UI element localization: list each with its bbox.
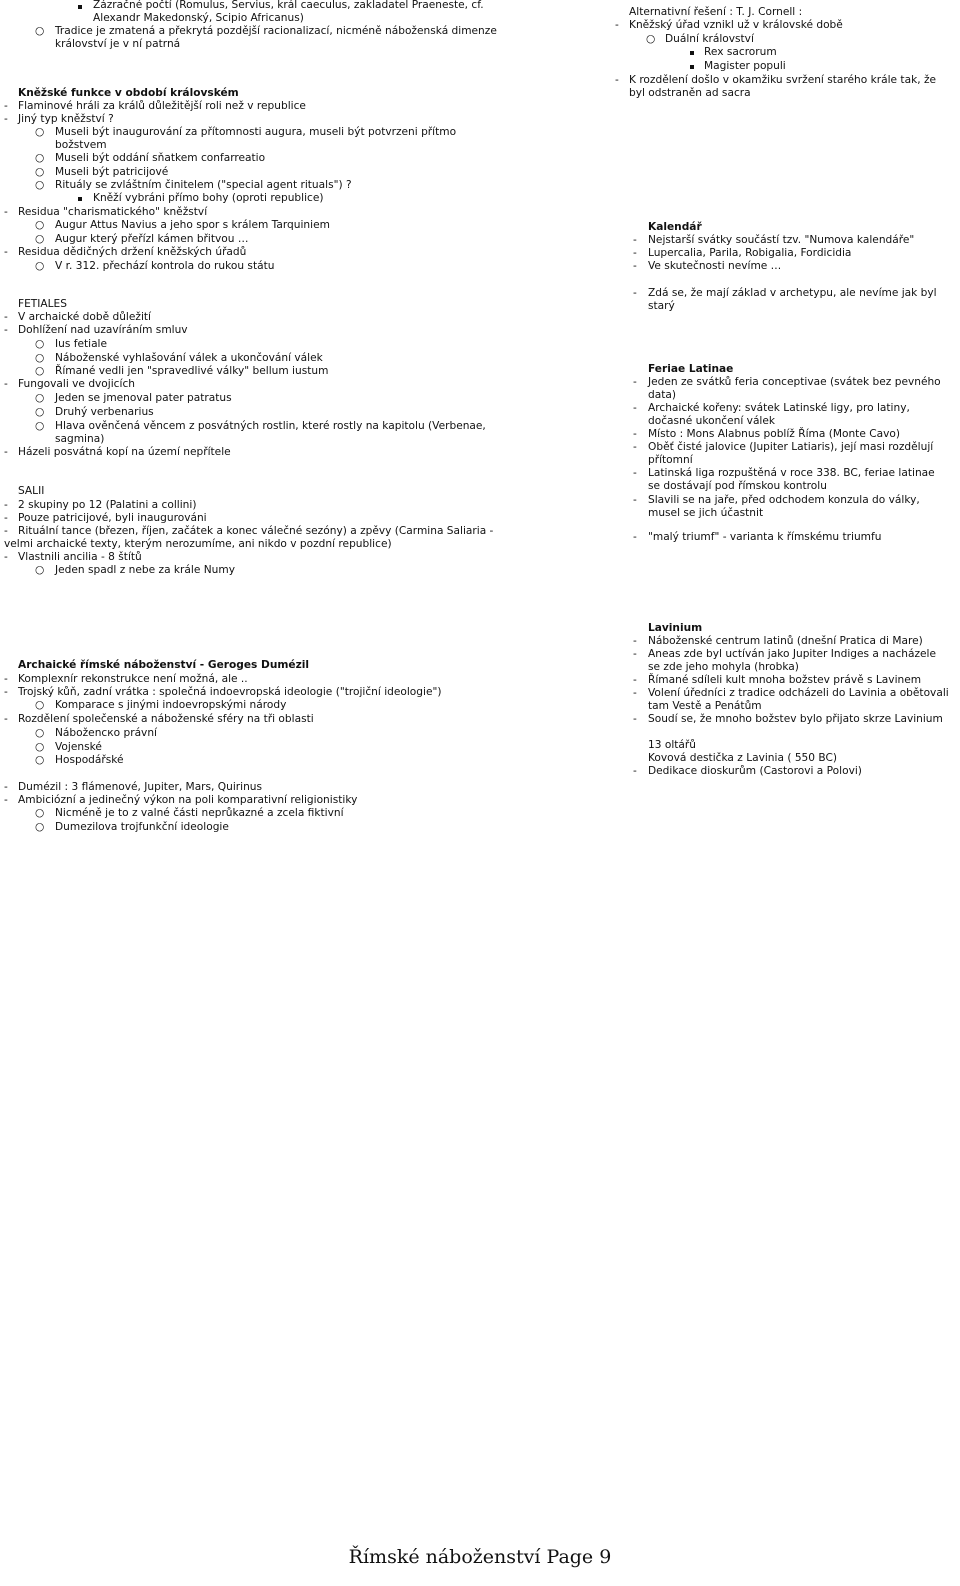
circle-bullet-icon: ○: [35, 126, 45, 138]
dash-bullet: -: [633, 402, 637, 414]
list-item: Fungovali ve dvojicích: [18, 378, 135, 390]
dash-bullet: -: [633, 428, 637, 440]
list-item: byl odstraněn ad sacra: [629, 87, 751, 99]
list-item: Dohlížení nad uzavíráním smluv: [18, 324, 188, 336]
circle-bullet-icon: ○: [35, 219, 45, 231]
list-item: Druhý verbenarius: [55, 406, 154, 418]
list-item: tam Vestě a Penátům: [648, 700, 762, 712]
list-item: Oběť čisté jalovice (Jupiter Latiaris), její masi rozdělují: [648, 441, 934, 453]
dash-bullet: -: [4, 525, 8, 537]
list-item: Augur který přeřízl kámen břitvou …: [55, 233, 249, 245]
text-line: Alexandr Makedonský, Scipio Africanus): [93, 12, 304, 24]
list-item: Residua "charismatického" kněžství: [18, 206, 208, 218]
list-item: starý: [648, 300, 675, 312]
list-item: Augur Attus Navius a jeho spor s králem Tarquiniem: [55, 219, 330, 231]
dash-bullet: -: [4, 673, 8, 685]
dash-bullet: -: [4, 781, 8, 793]
section-heading: FETIALES: [18, 298, 67, 310]
list-item: Museli být patricijové: [55, 166, 169, 178]
list-item: Rituální tance (březen, říjen, začátek a konec válečné sezóny) a zpěvy (Carmina Saliaria -: [18, 525, 494, 537]
dash-bullet: -: [4, 499, 8, 511]
list-item: Residua dědičných držení kněžských úřadů: [18, 246, 247, 258]
list-item: Flaminové hráli za králů důležitější roli než v republice: [18, 100, 306, 112]
list-item: musel se jich účastnit: [648, 507, 764, 519]
circle-bullet-icon: ○: [35, 260, 45, 272]
list-item: přítomní: [648, 454, 693, 466]
text-line: království je v ní patrná: [55, 38, 181, 50]
list-item: "malý triumf" - varianta k římskému triumfu: [648, 531, 882, 543]
list-item: Házeli posvátná kopí na území nepřítele: [18, 446, 231, 458]
dash-bullet: -: [633, 674, 637, 686]
section-heading: Feriae Latinae: [648, 363, 734, 375]
list-item: Jeden spadl z nebe za krále Numy: [55, 564, 235, 576]
circle-bullet-icon: ○: [35, 392, 45, 404]
list-item: data): [648, 389, 676, 401]
dash-bullet: -: [4, 311, 8, 323]
circle-bullet-icon: ○: [35, 179, 45, 191]
dash-bullet: -: [4, 324, 8, 336]
list-item: Náboženské vyhlašování válek a ukončování válek: [55, 352, 323, 364]
left-column: [0, 0, 520, 600]
list-item: Kněží vybráni přímo bohy (oproti republice): [93, 192, 324, 204]
dash-bullet: -: [4, 378, 8, 390]
list-item: Museli být oddání sňatkem confarreatio: [55, 152, 266, 164]
circle-bullet-icon: ○: [35, 166, 45, 178]
section-heading: Lavinium: [648, 622, 703, 634]
dash-bullet: -: [633, 441, 637, 453]
dash-bullet: -: [615, 74, 619, 86]
circle-bullet-icon: ○: [35, 25, 45, 37]
dash-bullet: -: [633, 467, 637, 479]
list-item: V r. 312. přechází kontrola do rukou státu: [55, 260, 275, 272]
dash-bullet: -: [633, 234, 637, 246]
circle-bullet-icon: ○: [35, 699, 45, 711]
circle-bullet-icon: ○: [35, 233, 45, 245]
list-item: Pouze patricijové, byli inaugurováni: [18, 512, 207, 524]
list-item: Jeden ze svátků feria conceptivae (svátek bez pevného: [648, 376, 941, 388]
dash-bullet: -: [4, 206, 8, 218]
text-line: Zázračné počtí (Romulus, Servius, král caeculus, zakladatel Praeneste, cf.: [93, 0, 484, 11]
dash-bullet: -: [4, 686, 8, 698]
dash-bullet: -: [633, 765, 637, 777]
dash-bullet: -: [4, 113, 8, 125]
section-heading: SALII: [18, 485, 45, 497]
circle-bullet-icon: ○: [35, 365, 45, 377]
list-item: Magister populi: [704, 60, 786, 72]
section-heading: Kněžské funkce v období královském: [18, 87, 239, 99]
list-item: K rozdělení došlo v okamžiku svržení starého krále tak, že: [629, 74, 937, 86]
dash-bullet: -: [633, 494, 637, 506]
page-footer: Římské náboženství Page 9: [348, 1546, 612, 1568]
list-item: Volení úředníci z tradice odcházeli do Lavinia a obětovali: [648, 687, 949, 699]
dash-bullet: -: [633, 376, 637, 388]
section-heading: Archaické římské náboženství - Geroges Dumézil: [18, 659, 310, 671]
list-item: božstvem: [55, 139, 107, 151]
list-item: Archaické kořeny: svátek Latinské ligy, pro latiny,: [648, 402, 910, 414]
dash-bullet: -: [633, 687, 637, 699]
dash-bullet: -: [4, 100, 8, 112]
list-item: Dumézil : 3 flámenové, Jupiter, Mars, Quirinus: [18, 781, 263, 793]
list-item: Lupercalia, Parila, Robigalia, Fordicidia: [648, 247, 852, 259]
text-line: 13 oltářů: [648, 739, 696, 751]
list-item: Duální království: [665, 33, 754, 45]
circle-bullet-icon: ○: [35, 754, 45, 766]
list-item: Dedikace dioskurům (Castorovi a Polovi): [648, 765, 862, 777]
list-item: Zdá se, že mají základ v archetypu, ale nevíme jak byl: [648, 287, 937, 299]
list-item: sagmina): [55, 433, 105, 445]
list-item: Aneas zde byl uctíván jako Jupiter Indiges a nacházele: [648, 648, 937, 660]
list-item: Trojský kůň, zadní vrátka : společná indoevropská ideologie ("trojiční ideologie"): [18, 686, 442, 698]
dash-bullet: -: [4, 512, 8, 524]
list-item: Slavili se na jaře, před odchodem konzula do války,: [648, 494, 920, 506]
text-line: Kovová destička z Lavinia ( 550 BC): [648, 752, 838, 764]
list-item: Náboženско právní: [55, 727, 157, 739]
circle-bullet-icon: ○: [35, 821, 45, 833]
circle-bullet-icon: ○: [35, 727, 45, 739]
list-item: velmi archaické texty, kterým nerozumíme, ani nikdo v pozdní republice): [4, 538, 392, 550]
circle-bullet-icon: ○: [35, 564, 45, 576]
dumezil-section: [0, 650, 520, 850]
list-item: Římané sdíleli kult mnoha božstev právě s Lavinem: [648, 674, 922, 686]
list-item: V archaické době důležití: [18, 311, 151, 323]
square-bullet-icon: [78, 5, 82, 9]
list-item: Římané vedli jen "spravedlivé války" bellum iustum: [55, 365, 329, 377]
list-item: Rex sacrorum: [704, 46, 777, 58]
list-item: Jiný typ kněžství ?: [18, 113, 114, 125]
list-item: se zde jeho mohyla (hrobka): [648, 661, 799, 673]
dash-bullet: -: [633, 635, 637, 647]
dash-bullet: -: [4, 246, 8, 258]
dash-bullet: -: [4, 713, 8, 725]
circle-bullet-icon: ○: [646, 33, 656, 45]
lavinium-section: [600, 615, 958, 785]
list-item: Vojenské: [55, 741, 102, 753]
circle-bullet-icon: ○: [35, 420, 45, 432]
list-item: dočasné ukončení válek: [648, 415, 776, 427]
circle-bullet-icon: ○: [35, 152, 45, 164]
circle-bullet-icon: ○: [35, 741, 45, 753]
section-heading: Kalendář: [648, 221, 702, 233]
list-item: Museli být inaugurování za přítomnosti augura, museli být potvrzeni přítmo: [55, 126, 457, 138]
list-item: Komplexnír rekonstrukce není možná, ale ..: [18, 673, 248, 685]
list-item: Nejstarší svátky součástí tzv. "Numova kalendáře": [648, 234, 915, 246]
dash-bullet: -: [4, 551, 8, 563]
dash-bullet: -: [633, 247, 637, 259]
circle-bullet-icon: ○: [35, 338, 45, 350]
text-line: Tradice je zmatená a překrytá pozdější racionalizací, nicméně náboženská dimenze: [55, 25, 497, 37]
list-item: Rituály se zvláštním činitelem ("special agent rituals") ?: [55, 179, 352, 191]
list-item: Ius fetiale: [55, 338, 108, 350]
circle-bullet-icon: ○: [35, 352, 45, 364]
list-item: Kněžský úřad vznikl už v královské době: [629, 19, 843, 31]
list-item: Jeden se jmenoval pater patratus: [55, 392, 232, 404]
list-item: Rozdělení společenské a náboženské sféry na tři oblasti: [18, 713, 314, 725]
list-item: Náboženské centrum latinů (dnešní Pratica di Mare): [648, 635, 923, 647]
dash-bullet: -: [633, 713, 637, 725]
list-item: Ve skutečnosti nevíme …: [648, 260, 782, 272]
dash-bullet: -: [633, 648, 637, 660]
list-item: Latinská liga rozpuštěná v roce 338. BC, feriae latinae: [648, 467, 935, 479]
list-item: Soudí se, že mnoho božstev bylo přijato skrze Lavinium: [648, 713, 943, 725]
text-line: Alternativní řešení : T. J. Cornell :: [629, 6, 803, 18]
dash-bullet: -: [4, 446, 8, 458]
list-item: Místo : Mons Alabnus poblíž Říma (Monte Cavo): [648, 428, 900, 440]
list-item: Dumezilova trojfunkční ideologie: [55, 821, 229, 833]
dash-bullet: -: [633, 260, 637, 272]
list-item: Komparace s jinými indoevropskými národy: [55, 699, 287, 711]
list-item: Vlastnili ancilia - 8 štítů: [18, 551, 142, 563]
list-item: Nicméně je to z valné části neprůkazné a zcela fiktivní: [55, 807, 344, 819]
dash-bullet: -: [615, 19, 619, 31]
list-item: Ambiciózní a jedinečný výkon na poli komparativní religionistiky: [18, 794, 358, 806]
square-bullet-icon: [690, 51, 694, 55]
list-item: 2 skupiny po 12 (Palatini a collini): [18, 499, 197, 511]
circle-bullet-icon: ○: [35, 807, 45, 819]
dash-bullet: -: [633, 531, 637, 543]
dash-bullet: -: [633, 287, 637, 299]
circle-bullet-icon: ○: [35, 406, 45, 418]
square-bullet-icon: [690, 65, 694, 69]
list-item: Hospodářské: [55, 754, 124, 766]
list-item: Hlava ověnčená věncem z posvátných rostlin, které rostly na kapitolu (Verbenae,: [55, 420, 486, 432]
right-column: [600, 0, 958, 560]
list-item: se dostávají pod římskou kontrolu: [648, 480, 827, 492]
dash-bullet: -: [4, 794, 8, 806]
square-bullet-icon: [78, 197, 82, 201]
